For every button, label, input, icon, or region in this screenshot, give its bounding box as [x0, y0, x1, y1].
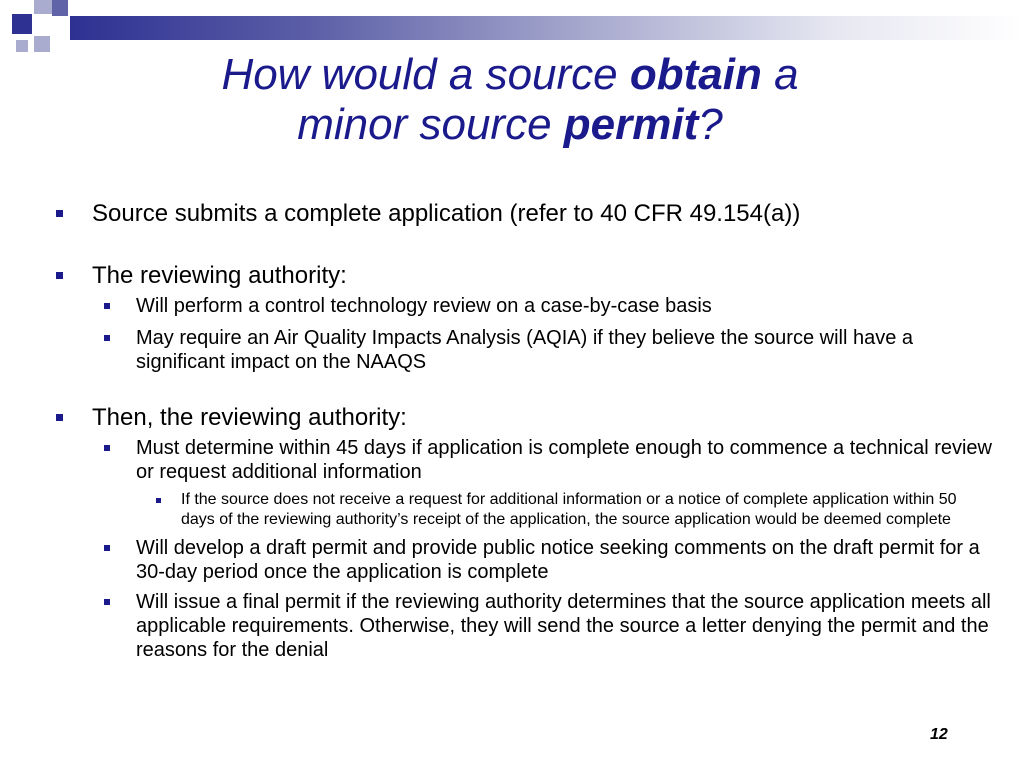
bullet-text: The reviewing authority: [92, 262, 347, 289]
bullet-icon [156, 498, 161, 503]
bullet-text: Will perform a control technology review on a case-by-case basis [136, 295, 712, 317]
list-item [52, 404, 992, 432]
list-item [52, 294, 992, 318]
bullet-icon [104, 445, 110, 451]
list-item [52, 590, 992, 662]
bullet-icon [104, 335, 110, 341]
decor-square [12, 14, 32, 34]
bullet-text: Must determine within 45 days if application is complete enough to commence a technical review or request additional information [136, 437, 992, 483]
list-item [52, 436, 992, 484]
bullet-icon [56, 272, 63, 279]
slide-title [120, 50, 900, 150]
list-item [52, 536, 992, 584]
list-item [52, 490, 992, 530]
bullet-text: Will develop a draft permit and provide public notice seeking comments on the draft permit for a 30-day period once the application is complete [136, 537, 980, 583]
bullet-icon [56, 210, 63, 217]
bullet-icon [56, 414, 63, 421]
bullet-text: Will issue a final permit if the reviewing authority determines that the source application meets all applicable requirements. Otherwise, they will send the source a letter denying the permit and the reasons for the denial [136, 591, 991, 661]
slide-body [52, 200, 992, 662]
decor-square [16, 40, 28, 52]
bullet-icon [104, 545, 110, 551]
bullet-text: May require an Air Quality Impacts Analysis (AQIA) if they believe the source will have a significant impact on the NAAQS [136, 327, 914, 373]
page-number: 12 [930, 726, 948, 743]
title-emphasis: permit [563, 100, 699, 149]
list-item [52, 326, 992, 374]
header-gradient-bar [70, 16, 1024, 40]
decor-square [34, 0, 52, 14]
bullet-text: Source submits a complete application (refer to 40 CFR 49.154(a)) [92, 200, 801, 227]
list-item [52, 262, 992, 290]
bullet-icon [104, 599, 110, 605]
bullet-icon [104, 303, 110, 309]
decor-square [52, 0, 68, 16]
title-text: ? [698, 100, 723, 149]
title-emphasis: obtain [629, 50, 762, 99]
bullet-text: If the source does not receive a request for additional information or a notice of complete application within 50 days of the reviewing authority’s receipt of the application, the source application would be deemed complete [181, 491, 957, 528]
decor-square [34, 36, 50, 52]
bullet-text: Then, the reviewing authority: [92, 404, 407, 431]
list-item [52, 200, 992, 228]
title-text: a [761, 50, 799, 99]
title-text: minor source [297, 100, 564, 149]
title-text: How would a source [221, 50, 630, 99]
